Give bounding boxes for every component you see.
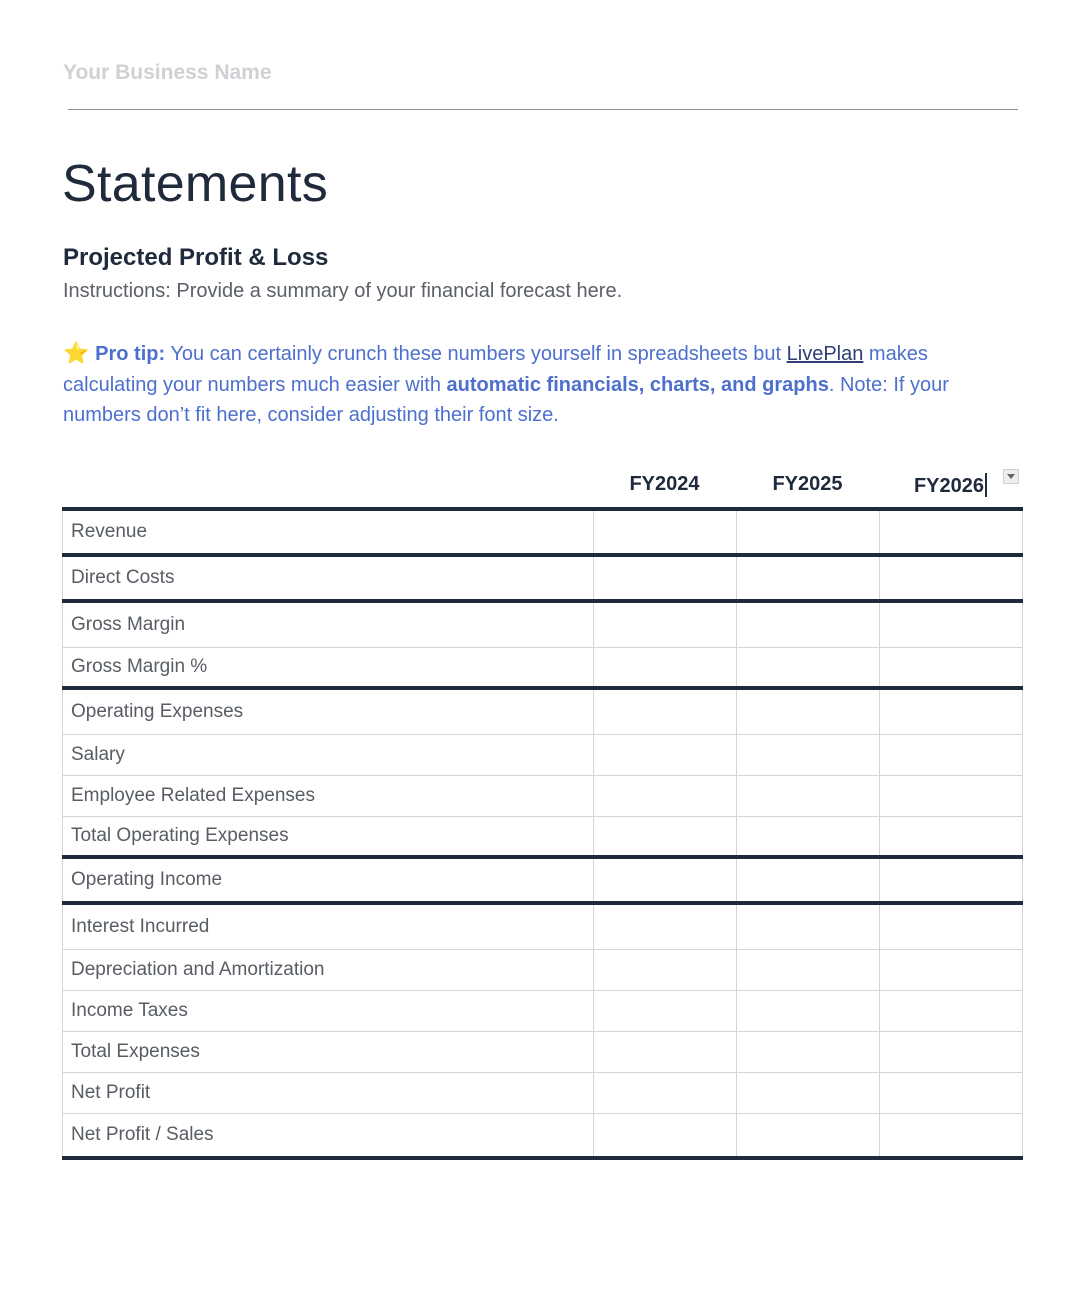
row-label: Employee Related Expenses (63, 775, 594, 816)
table-row (63, 509, 1023, 555)
value-cell[interactable] (594, 903, 737, 949)
value-cell[interactable] (880, 816, 1023, 857)
table-row (63, 990, 1023, 1031)
value-cell[interactable] (737, 555, 880, 601)
value-cell[interactable] (737, 509, 880, 555)
value-cell[interactable] (594, 816, 737, 857)
row-label: Depreciation and Amortization (63, 949, 594, 990)
row-label: Salary (63, 734, 594, 775)
row-label: Operating Income (63, 857, 594, 903)
value-cell[interactable] (737, 949, 880, 990)
value-cell[interactable] (737, 1072, 880, 1113)
value-cell[interactable] (594, 857, 737, 903)
value-cell[interactable] (880, 949, 1023, 990)
page-title: Statements (62, 155, 329, 213)
value-cell[interactable] (880, 857, 1023, 903)
liveplan-link[interactable]: LivePlan (786, 343, 864, 365)
row-label: Total Operating Expenses (63, 816, 594, 857)
value-cell[interactable] (594, 1031, 737, 1072)
value-cell[interactable] (594, 601, 737, 647)
row-label: Income Taxes (63, 990, 594, 1031)
value-cell[interactable] (880, 775, 1023, 816)
profit-loss-table (62, 507, 1023, 1160)
value-cell[interactable] (737, 903, 880, 949)
value-cell[interactable] (737, 647, 880, 688)
table-row (63, 1072, 1023, 1113)
section-title: Projected Profit & Loss (63, 244, 329, 271)
value-cell[interactable] (594, 775, 737, 816)
value-cell[interactable] (880, 990, 1023, 1031)
pro-tip (63, 339, 1023, 431)
pro-tip-text-3: . Note: If your numbers don’t fit here, consider adjusting their font size. (63, 373, 949, 426)
value-cell[interactable] (594, 990, 737, 1031)
pro-tip-text-2: makes calculating your numbers much easier with (63, 343, 928, 396)
value-cell[interactable] (737, 816, 880, 857)
table-row (63, 1113, 1023, 1158)
table-row (63, 734, 1023, 775)
table-row (63, 1031, 1023, 1072)
table-row (63, 816, 1023, 857)
row-label: Interest Incurred (63, 903, 594, 949)
value-cell[interactable] (594, 509, 737, 555)
row-label: Revenue (63, 509, 594, 555)
value-cell[interactable] (880, 903, 1023, 949)
column-header-fy2026-label: FY2026 (913, 475, 985, 497)
table-row (63, 647, 1023, 688)
value-cell[interactable] (594, 1072, 737, 1113)
star-icon: ⭐ (63, 342, 90, 365)
value-cell[interactable] (594, 1113, 737, 1158)
row-label: Gross Margin % (63, 647, 594, 688)
value-cell[interactable] (737, 601, 880, 647)
cell-dropdown-button[interactable] (1003, 469, 1019, 484)
table-row (63, 775, 1023, 816)
row-label: Operating Expenses (63, 688, 594, 734)
value-cell[interactable] (880, 734, 1023, 775)
table-row (63, 903, 1023, 949)
value-cell[interactable] (737, 688, 880, 734)
value-cell[interactable] (880, 555, 1023, 601)
value-cell[interactable] (880, 647, 1023, 688)
table-row (63, 857, 1023, 903)
pro-tip-text-1: You can certainly crunch these numbers yourself in spreadsheets but (165, 343, 787, 365)
table-row (63, 555, 1023, 601)
business-name[interactable]: Your Business Name (63, 61, 272, 84)
value-cell[interactable] (737, 1113, 880, 1158)
value-cell[interactable] (594, 555, 737, 601)
value-cell[interactable] (737, 1031, 880, 1072)
row-label: Net Profit / Sales (63, 1113, 594, 1158)
value-cell[interactable] (880, 1113, 1023, 1158)
value-cell[interactable] (594, 949, 737, 990)
value-cell[interactable] (594, 688, 737, 734)
text-cursor (985, 473, 987, 497)
profit-loss-body (63, 509, 1023, 1158)
pro-tip-bold: automatic financials, charts, and graphs (446, 373, 829, 396)
value-cell[interactable] (737, 990, 880, 1031)
value-cell[interactable] (737, 775, 880, 816)
value-cell[interactable] (594, 734, 737, 775)
section-instructions: Instructions: Provide a summary of your financial forecast here. (63, 280, 623, 302)
value-cell[interactable] (880, 509, 1023, 555)
column-header-fy2025: FY2025 (772, 473, 843, 495)
row-label: Direct Costs (63, 555, 594, 601)
pro-tip-label: Pro tip: (95, 343, 166, 365)
table-row (63, 688, 1023, 734)
value-cell[interactable] (737, 857, 880, 903)
column-header-fy2026[interactable] (879, 473, 1022, 498)
table-row (63, 949, 1023, 990)
value-cell[interactable] (880, 601, 1023, 647)
row-label: Net Profit (63, 1072, 594, 1113)
value-cell[interactable] (880, 1031, 1023, 1072)
value-cell[interactable] (594, 647, 737, 688)
value-cell[interactable] (737, 734, 880, 775)
value-cell[interactable] (880, 1072, 1023, 1113)
value-cell[interactable] (880, 688, 1023, 734)
header-divider (68, 109, 1018, 110)
row-label: Total Expenses (63, 1031, 594, 1072)
table-row (63, 601, 1023, 647)
column-header-fy2024: FY2024 (629, 473, 700, 495)
row-label: Gross Margin (63, 601, 594, 647)
